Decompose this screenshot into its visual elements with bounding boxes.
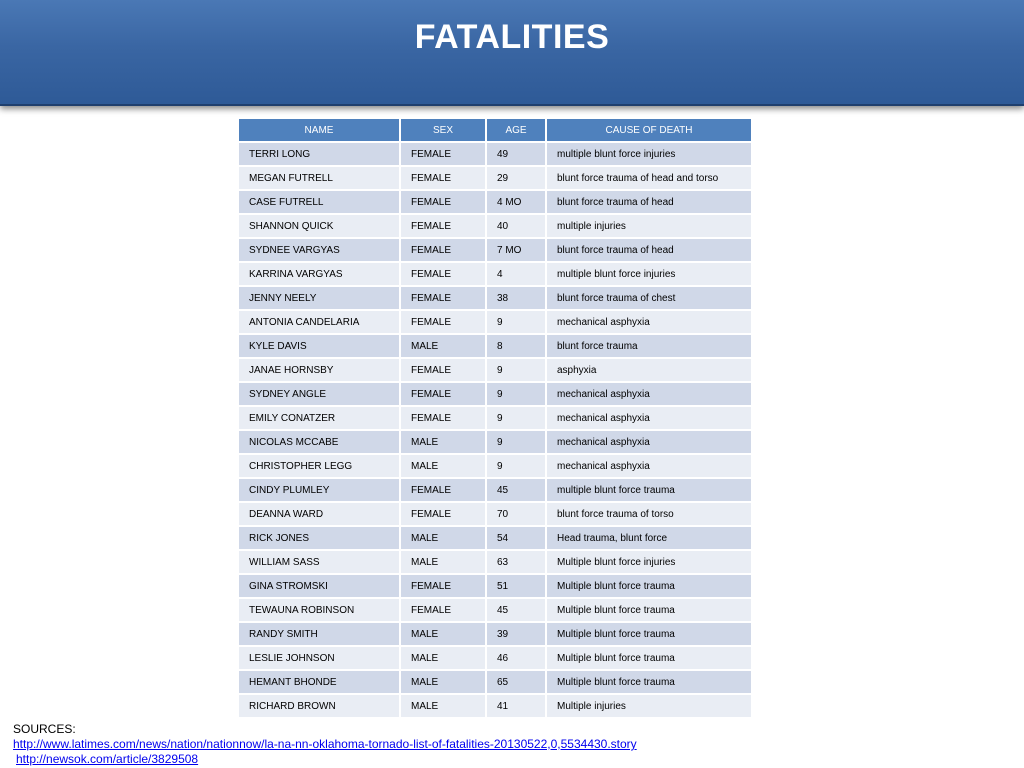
cell-sex: FEMALE <box>401 383 487 407</box>
cell-age: 39 <box>487 623 547 647</box>
table-row <box>239 143 751 167</box>
cell-age: 9 <box>487 431 547 455</box>
cell-cause-of-death: Multiple blunt force trauma <box>547 647 751 671</box>
cell-age: 9 <box>487 455 547 479</box>
cell-age: 40 <box>487 215 547 239</box>
cell-sex: MALE <box>401 335 487 359</box>
cell-sex: FEMALE <box>401 599 487 623</box>
cell-name: RANDY SMITH <box>239 623 401 647</box>
cell-age: 41 <box>487 695 547 719</box>
cell-age: 63 <box>487 551 547 575</box>
cell-age: 8 <box>487 335 547 359</box>
cell-cause-of-death: Multiple blunt force trauma <box>547 623 751 647</box>
table-row <box>239 383 751 407</box>
title-banner <box>0 0 1024 106</box>
column-header-age: AGE <box>487 119 547 143</box>
cell-cause-of-death: mechanical asphyxia <box>547 407 751 431</box>
column-header-cause-of-death: CAUSE OF DEATH <box>547 119 751 143</box>
cell-age: 9 <box>487 383 547 407</box>
cell-name: MEGAN FUTRELL <box>239 167 401 191</box>
cell-sex: MALE <box>401 455 487 479</box>
cell-cause-of-death: blunt force trauma of chest <box>547 287 751 311</box>
cell-sex: MALE <box>401 671 487 695</box>
cell-name: CASE FUTRELL <box>239 191 401 215</box>
cell-cause-of-death: multiple blunt force injuries <box>547 263 751 287</box>
cell-name: WILLIAM SASS <box>239 551 401 575</box>
cell-cause-of-death: multiple blunt force injuries <box>547 143 751 167</box>
cell-age: 38 <box>487 287 547 311</box>
cell-age: 29 <box>487 167 547 191</box>
source-link-latimes[interactable]: http://www.latimes.com/news/nation/nationnow/la-na-nn-oklahoma-tornado-list-of-fatalities-20130522,0,5534430.story <box>13 737 637 751</box>
cell-sex: MALE <box>401 551 487 575</box>
cell-sex: FEMALE <box>401 287 487 311</box>
cell-name: CINDY PLUMLEY <box>239 479 401 503</box>
cell-age: 9 <box>487 359 547 383</box>
table-row <box>239 647 751 671</box>
cell-age: 51 <box>487 575 547 599</box>
cell-cause-of-death: blunt force trauma of head and torso <box>547 167 751 191</box>
cell-sex: FEMALE <box>401 215 487 239</box>
cell-name: RICK JONES <box>239 527 401 551</box>
cell-sex: FEMALE <box>401 407 487 431</box>
table-row <box>239 671 751 695</box>
cell-cause-of-death: blunt force trauma <box>547 335 751 359</box>
cell-cause-of-death: mechanical asphyxia <box>547 383 751 407</box>
cell-age: 45 <box>487 599 547 623</box>
source-link-newsok[interactable]: http://newsok.com/article/3829508 <box>16 752 199 766</box>
table-row <box>239 191 751 215</box>
table-row <box>239 455 751 479</box>
table-row <box>239 311 751 335</box>
table-row <box>239 551 751 575</box>
cell-age: 4 <box>487 263 547 287</box>
cell-cause-of-death: Multiple blunt force trauma <box>547 671 751 695</box>
cell-sex: FEMALE <box>401 479 487 503</box>
cell-sex: MALE <box>401 623 487 647</box>
cell-age: 54 <box>487 527 547 551</box>
table-row <box>239 239 751 263</box>
cell-name: TERRI LONG <box>239 143 401 167</box>
cell-sex: MALE <box>401 527 487 551</box>
cell-sex: FEMALE <box>401 191 487 215</box>
cell-cause-of-death: mechanical asphyxia <box>547 455 751 479</box>
cell-name: RICHARD BROWN <box>239 695 401 719</box>
cell-name: SHANNON QUICK <box>239 215 401 239</box>
table-header-row <box>239 119 751 143</box>
cell-cause-of-death: Multiple blunt force trauma <box>547 599 751 623</box>
cell-sex: FEMALE <box>401 239 487 263</box>
table-row <box>239 407 751 431</box>
table-body <box>239 143 751 719</box>
table-row <box>239 479 751 503</box>
fatalities-table <box>239 119 751 719</box>
cell-cause-of-death: mechanical asphyxia <box>547 311 751 335</box>
cell-sex: FEMALE <box>401 167 487 191</box>
table-row <box>239 287 751 311</box>
cell-name: EMILY CONATZER <box>239 407 401 431</box>
cell-cause-of-death: blunt force trauma of head <box>547 191 751 215</box>
sources-label: SOURCES: <box>13 722 76 736</box>
cell-age: 9 <box>487 311 547 335</box>
cell-sex: FEMALE <box>401 359 487 383</box>
fatalities-table-container <box>239 119 751 719</box>
cell-name: TEWAUNA ROBINSON <box>239 599 401 623</box>
cell-age: 45 <box>487 479 547 503</box>
cell-name: SYDNEE VARGYAS <box>239 239 401 263</box>
table-row <box>239 263 751 287</box>
table-row <box>239 431 751 455</box>
cell-name: ANTONIA CANDELARIA <box>239 311 401 335</box>
cell-cause-of-death: Multiple blunt force injuries <box>547 551 751 575</box>
table-row <box>239 575 751 599</box>
table-row <box>239 503 751 527</box>
cell-name: LESLIE JOHNSON <box>239 647 401 671</box>
cell-cause-of-death: blunt force trauma of torso <box>547 503 751 527</box>
column-header-name: NAME <box>239 119 401 143</box>
cell-cause-of-death: Multiple blunt force trauma <box>547 575 751 599</box>
cell-sex: MALE <box>401 431 487 455</box>
table-row <box>239 215 751 239</box>
table-row <box>239 335 751 359</box>
cell-age: 49 <box>487 143 547 167</box>
table-row <box>239 527 751 551</box>
cell-sex: FEMALE <box>401 575 487 599</box>
cell-age: 65 <box>487 671 547 695</box>
cell-age: 70 <box>487 503 547 527</box>
cell-name: CHRISTOPHER LEGG <box>239 455 401 479</box>
cell-name: GINA STROMSKI <box>239 575 401 599</box>
cell-name: NICOLAS MCCABE <box>239 431 401 455</box>
cell-cause-of-death: mechanical asphyxia <box>547 431 751 455</box>
cell-sex: FEMALE <box>401 143 487 167</box>
cell-sex: FEMALE <box>401 503 487 527</box>
table-row <box>239 695 751 719</box>
cell-cause-of-death: multiple blunt force trauma <box>547 479 751 503</box>
cell-age: 7 MO <box>487 239 547 263</box>
cell-cause-of-death: multiple injuries <box>547 215 751 239</box>
cell-name: SYDNEY ANGLE <box>239 383 401 407</box>
cell-cause-of-death: Multiple injuries <box>547 695 751 719</box>
cell-sex: FEMALE <box>401 311 487 335</box>
cell-name: KARRINA VARGYAS <box>239 263 401 287</box>
cell-age: 46 <box>487 647 547 671</box>
cell-name: JANAE HORNSBY <box>239 359 401 383</box>
cell-cause-of-death: blunt force trauma of head <box>547 239 751 263</box>
page-title: FATALITIES <box>414 18 610 56</box>
cell-name: JENNY NEELY <box>239 287 401 311</box>
cell-name: DEANNA WARD <box>239 503 401 527</box>
sources-section <box>13 722 637 767</box>
cell-cause-of-death: asphyxia <box>547 359 751 383</box>
cell-name: KYLE DAVIS <box>239 335 401 359</box>
table-row <box>239 167 751 191</box>
table-row <box>239 623 751 647</box>
cell-sex: FEMALE <box>401 263 487 287</box>
cell-sex: MALE <box>401 695 487 719</box>
table-row <box>239 359 751 383</box>
cell-sex: MALE <box>401 647 487 671</box>
column-header-sex: SEX <box>401 119 487 143</box>
cell-cause-of-death: Head trauma, blunt force <box>547 527 751 551</box>
cell-name: HEMANT BHONDE <box>239 671 401 695</box>
cell-age: 4 MO <box>487 191 547 215</box>
table-row <box>239 599 751 623</box>
cell-age: 9 <box>487 407 547 431</box>
